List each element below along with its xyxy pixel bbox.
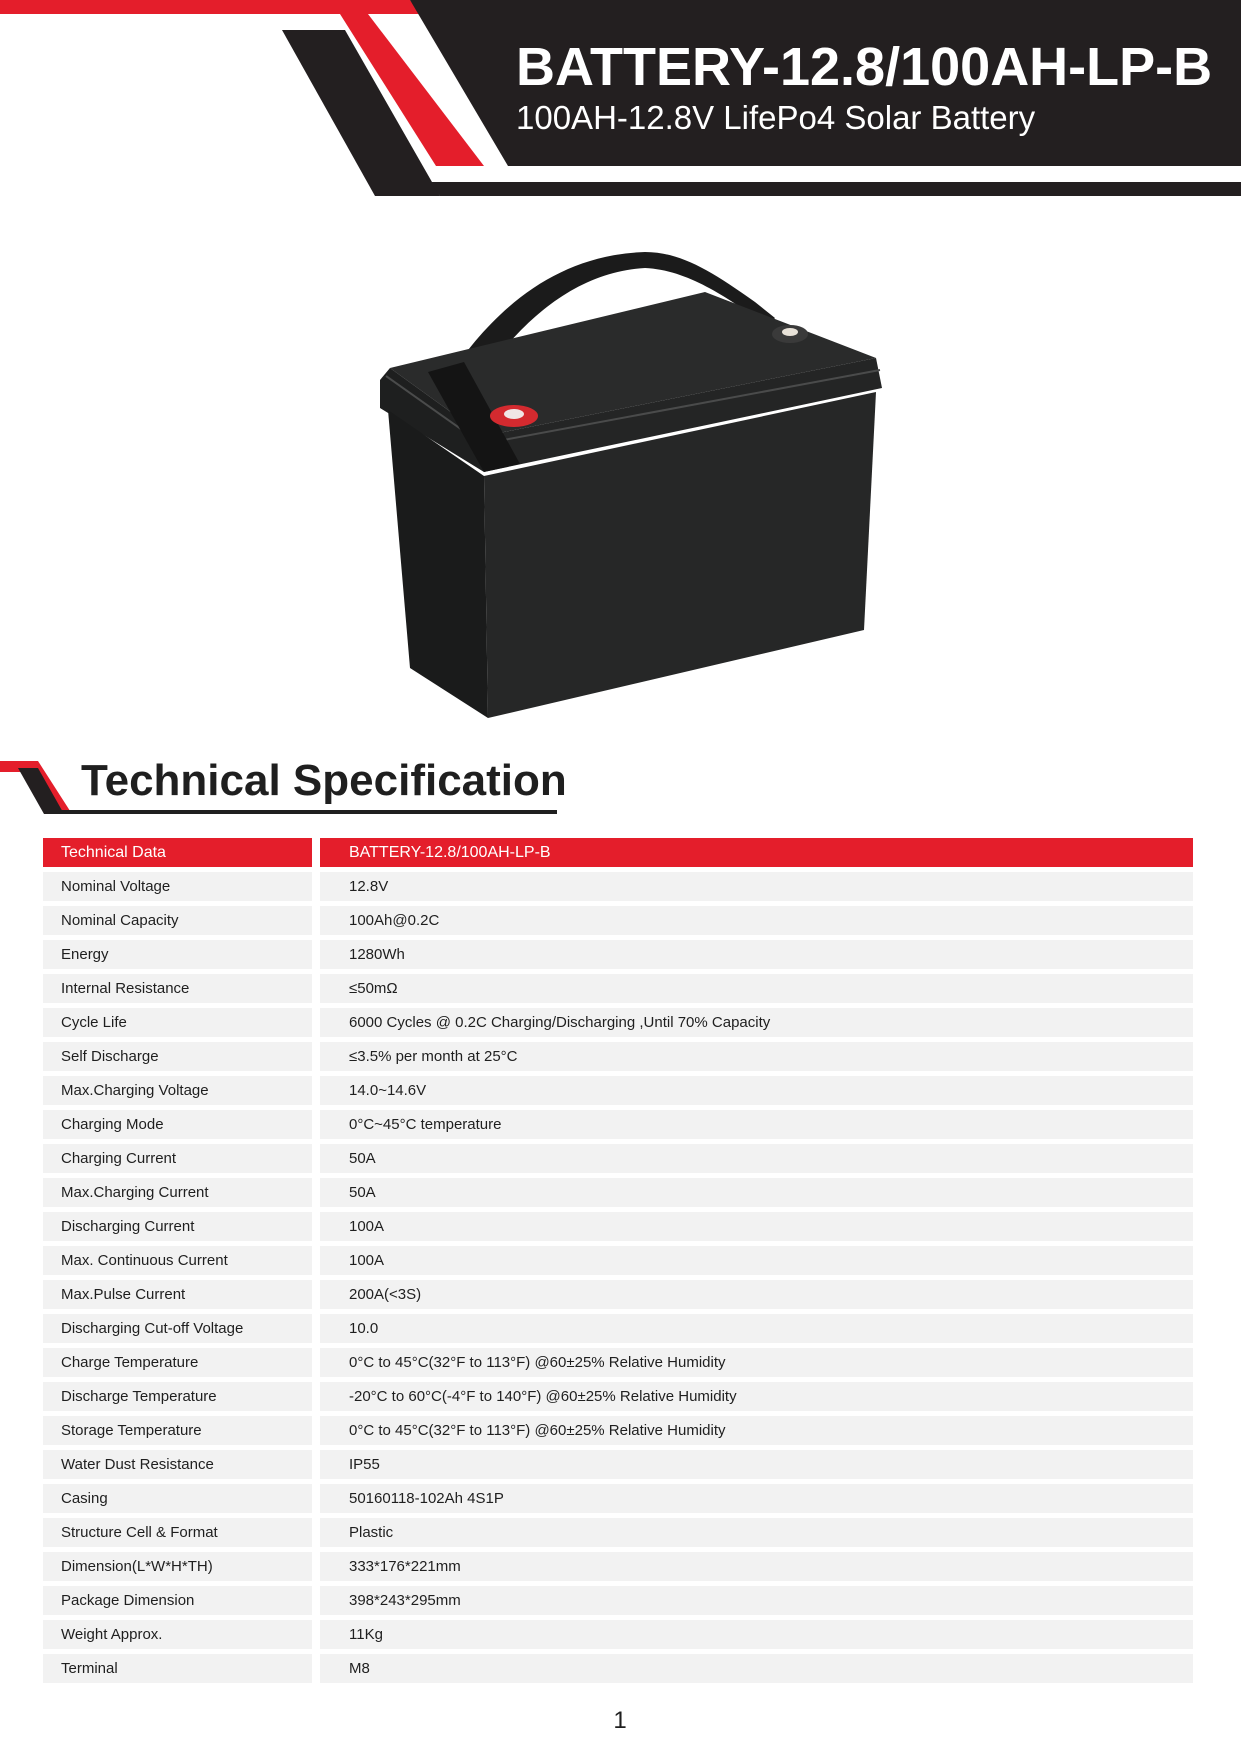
spec-header-label: Technical Data [43,838,312,867]
spec-row [43,1382,1193,1411]
spec-label: Nominal Voltage [43,872,312,901]
spec-value: 333*176*221mm [320,1552,1193,1581]
spec-value: 1280Wh [320,940,1193,969]
spec-label: Cycle Life [43,1008,312,1037]
spec-value: 398*243*295mm [320,1586,1193,1615]
spec-row [43,872,1193,901]
spec-value: 100Ah@0.2C [320,906,1193,935]
spec-row [43,906,1193,935]
spec-row [43,974,1193,1003]
spec-row [43,1042,1193,1071]
spec-label: Structure Cell & Format [43,1518,312,1547]
spec-value: 50160118-102Ah 4S1P [320,1484,1193,1513]
spec-row [43,1620,1193,1649]
spec-label: Nominal Capacity [43,906,312,935]
spec-value: Plastic [320,1518,1193,1547]
page-number: 1 [613,1707,627,1734]
spec-value: 0°C to 45°C(32°F to 113°F) @60±25% Relative Humidity [320,1416,1193,1445]
spec-label: Water Dust Resistance [43,1450,312,1479]
spec-value: 100A [320,1246,1193,1275]
spec-label: Self Discharge [43,1042,312,1071]
spec-value: 11Kg [320,1620,1193,1649]
spec-label: Max.Pulse Current [43,1280,312,1309]
spec-value: M8 [320,1654,1193,1683]
spec-value: 100A [320,1212,1193,1241]
header-bottom-stripe [430,182,1241,196]
spec-row [43,1314,1193,1343]
spec-row [43,1654,1193,1683]
spec-value: 200A(<3S) [320,1280,1193,1309]
battery-product-photo [380,240,900,730]
spec-value: 0°C~45°C temperature [320,1110,1193,1139]
header-red-strip [0,0,420,14]
spec-value: 12.8V [320,872,1193,901]
spec-label: Charge Temperature [43,1348,312,1377]
spec-table-header [43,838,1193,867]
section-underline [50,810,557,814]
spec-row [43,1076,1193,1105]
spec-row [43,1280,1193,1309]
spec-row [43,1348,1193,1377]
section-title: Technical Specification [81,756,567,805]
spec-row [43,1008,1193,1037]
spec-row [43,1178,1193,1207]
spec-row [43,1110,1193,1139]
spec-row [43,1416,1193,1445]
spec-row [43,1552,1193,1581]
section-heading [0,752,600,822]
spec-label: Terminal [43,1654,312,1683]
spec-value: ≤3.5% per month at 25°C [320,1042,1193,1071]
spec-row [43,1518,1193,1547]
spec-value: -20°C to 60°C(-4°F to 140°F) @60±25% Relative Humidity [320,1382,1193,1411]
spec-label: Discharging Current [43,1212,312,1241]
spec-label: Weight Approx. [43,1620,312,1649]
spec-label: Max. Continuous Current [43,1246,312,1275]
spec-table [43,838,1193,1688]
product-title: BATTERY-12.8/100AH-LP-B [516,37,1213,97]
spec-row [43,1144,1193,1173]
spec-value: ≤50mΩ [320,974,1193,1003]
spec-value: 0°C to 45°C(32°F to 113°F) @60±25% Relative Humidity [320,1348,1193,1377]
spec-label: Max.Charging Current [43,1178,312,1207]
spec-header-value: BATTERY-12.8/100AH-LP-B [320,838,1193,867]
spec-label: Discharge Temperature [43,1382,312,1411]
spec-row [43,1450,1193,1479]
spec-label: Storage Temperature [43,1416,312,1445]
spec-label: Charging Mode [43,1110,312,1139]
spec-value: 10.0 [320,1314,1193,1343]
spec-label: Package Dimension [43,1586,312,1615]
spec-row [43,1484,1193,1513]
spec-label: Energy [43,940,312,969]
spec-label: Discharging Cut-off Voltage [43,1314,312,1343]
spec-value: 50A [320,1178,1193,1207]
spec-value: 14.0~14.6V [320,1076,1193,1105]
spec-value: IP55 [320,1450,1193,1479]
spec-row [43,940,1193,969]
spec-label: Dimension(L*W*H*TH) [43,1552,312,1581]
spec-value: 6000 Cycles @ 0.2C Charging/Discharging ,Until 70% Capacity [320,1008,1193,1037]
spec-value: 50A [320,1144,1193,1173]
spec-row [43,1586,1193,1615]
spec-label: Charging Current [43,1144,312,1173]
spec-rows [43,872,1193,1683]
header-text-block [516,36,1226,138]
spec-row [43,1212,1193,1241]
spec-label: Max.Charging Voltage [43,1076,312,1105]
product-subtitle: 100AH-12.8V LifePo4 Solar Battery [516,99,1036,136]
spec-label: Internal Resistance [43,974,312,1003]
spec-row [43,1246,1193,1275]
spec-label: Casing [43,1484,312,1513]
